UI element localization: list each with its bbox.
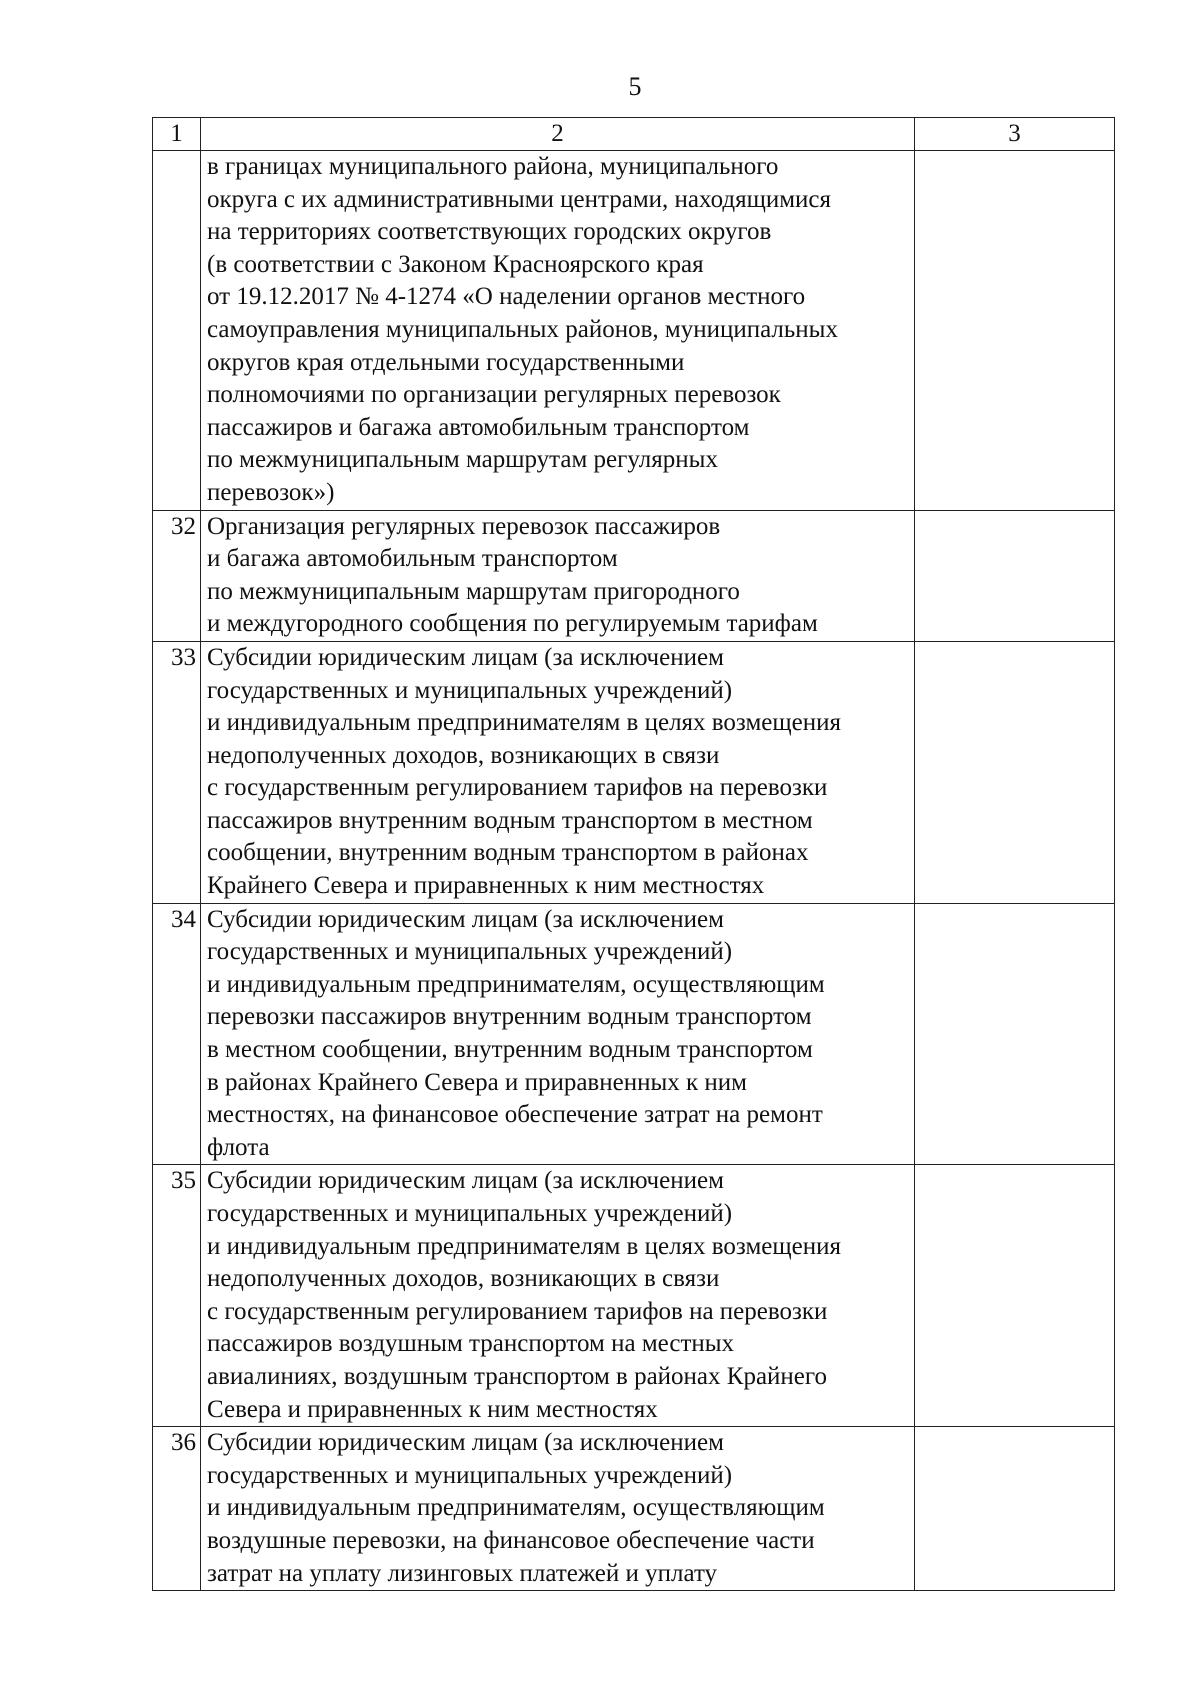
description-line: флота: [207, 1133, 270, 1161]
description-line: Севера и приравненных к ним местностях: [207, 1395, 658, 1423]
table-body: [153, 118, 1115, 1591]
row-number: 36: [153, 1427, 201, 1591]
table-row: [153, 510, 1115, 641]
description-line: затрат на уплату лизинговых платежей и уплату: [207, 1559, 718, 1587]
row-description: [201, 1165, 915, 1427]
header-col-2: 2: [201, 118, 915, 151]
description-line: и индивидуальным предпринимателям, осуществляющим: [207, 1494, 825, 1522]
row-number: 35: [153, 1165, 201, 1427]
table-row: [153, 151, 1115, 511]
description-line: Субсидии юридическим лицам (за исключением: [207, 1429, 724, 1457]
description-line: округа с их административными центрами, находящимися: [207, 185, 831, 213]
description-line: авиалиниях, воздушным транспортом в районах Крайнего: [207, 1362, 828, 1390]
table-row: [153, 1165, 1115, 1427]
row-col-3: [915, 903, 1115, 1165]
description-line: сообщении, внутренним водным транспортом в районах: [207, 839, 809, 867]
description-line: государственных и муниципальных учреждений): [207, 938, 733, 966]
row-col-3: [915, 151, 1115, 511]
row-description: [201, 641, 915, 903]
description-line: недополученных доходов, возникающих в связи: [207, 741, 720, 769]
description-line: на территориях соответствующих городских округов: [207, 218, 772, 246]
description-line: Субсидии юридическим лицам (за исключением: [207, 1167, 724, 1195]
description-line: пассажиров внутренним водным транспортом в местном: [207, 806, 813, 834]
description-line: государственных и муниципальных учреждений): [207, 1200, 733, 1227]
description-line: Субсидии юридическим лицам (за исключением: [207, 643, 724, 671]
description-line: самоуправления муниципальных районов, муниципальных: [207, 315, 838, 343]
description-line: с государственным регулированием тарифов на перевозки: [207, 774, 828, 802]
description-line: в местном сообщении, внутренним водным транспортом: [207, 1036, 813, 1064]
row-col-3: [915, 510, 1115, 641]
description-line: в районах Крайнего Севера и приравненных к ним: [207, 1068, 747, 1096]
row-col-3: [915, 1165, 1115, 1427]
row-number: 33: [153, 641, 201, 903]
description-line: по межмуниципальным маршрутам пригородного: [207, 577, 740, 605]
page-number: 5: [628, 72, 642, 101]
description-line: Субсидии юридическим лицам (за исключением: [207, 905, 724, 933]
description-line: Крайнего Севера и приравненных к ним местностях: [207, 872, 765, 900]
description-line: государственных и муниципальных учреждений): [207, 676, 733, 704]
row-description: [201, 151, 915, 511]
row-description: [201, 903, 915, 1165]
document-table: [152, 117, 1115, 1591]
description-line: (в соответствии с Законом Красноярского края: [207, 250, 704, 278]
row-number: 34: [153, 903, 201, 1165]
description-line: перевозок»): [207, 478, 335, 506]
description-line: государственных и муниципальных учреждений): [207, 1461, 733, 1489]
row-number: [153, 151, 201, 511]
description-line: пассажиров и багажа автомобильным транспортом: [207, 413, 750, 441]
table-header-row: [153, 118, 1115, 151]
description-line: воздушные перевозки, на финансовое обеспечение части: [207, 1526, 815, 1554]
description-line: Организация регулярных перевозок пассажиров: [207, 512, 721, 540]
row-number: 32: [153, 510, 201, 641]
row-description: [201, 1427, 915, 1591]
description-line: округов края отдельными государственными: [207, 348, 685, 376]
row-col-3: [915, 641, 1115, 903]
description-line: и индивидуальным предпринимателям, осуществляющим: [207, 970, 825, 998]
description-line: с государственным регулированием тарифов на перевозки: [207, 1297, 828, 1325]
table-row: [153, 903, 1115, 1165]
header-col-3: 3: [915, 118, 1115, 151]
description-line: полномочиями по организации регулярных перевозок: [207, 381, 781, 409]
description-line: перевозки пассажиров внутренним водным транспортом: [207, 1003, 812, 1031]
description-line: пассажиров воздушным транспортом на местных: [207, 1330, 735, 1358]
description-line: и индивидуальным предпринимателям в целях возмещения: [207, 1232, 841, 1260]
description-line: и багажа автомобильным транспортом: [207, 545, 618, 573]
description-line: в границах муниципального района, муниципального: [207, 153, 779, 180]
description-line: по межмуниципальным маршрутам регулярных: [207, 446, 718, 474]
table-row: [153, 641, 1115, 903]
row-col-3: [915, 1427, 1115, 1591]
table-row: [153, 1427, 1115, 1591]
description-line: и междугородного сообщения по регулируемым тарифам: [207, 610, 818, 638]
row-description: [201, 510, 915, 641]
description-line: недополученных доходов, возникающих в связи: [207, 1265, 720, 1293]
description-line: от 19.12.2017 № 4-1274 «О наделении органов местного: [207, 283, 806, 311]
description-line: местностях, на финансовое обеспечение затрат на ремонт: [207, 1101, 823, 1129]
description-line: и индивидуальным предпринимателям в целях возмещения: [207, 709, 841, 737]
header-col-1: 1: [153, 118, 201, 151]
